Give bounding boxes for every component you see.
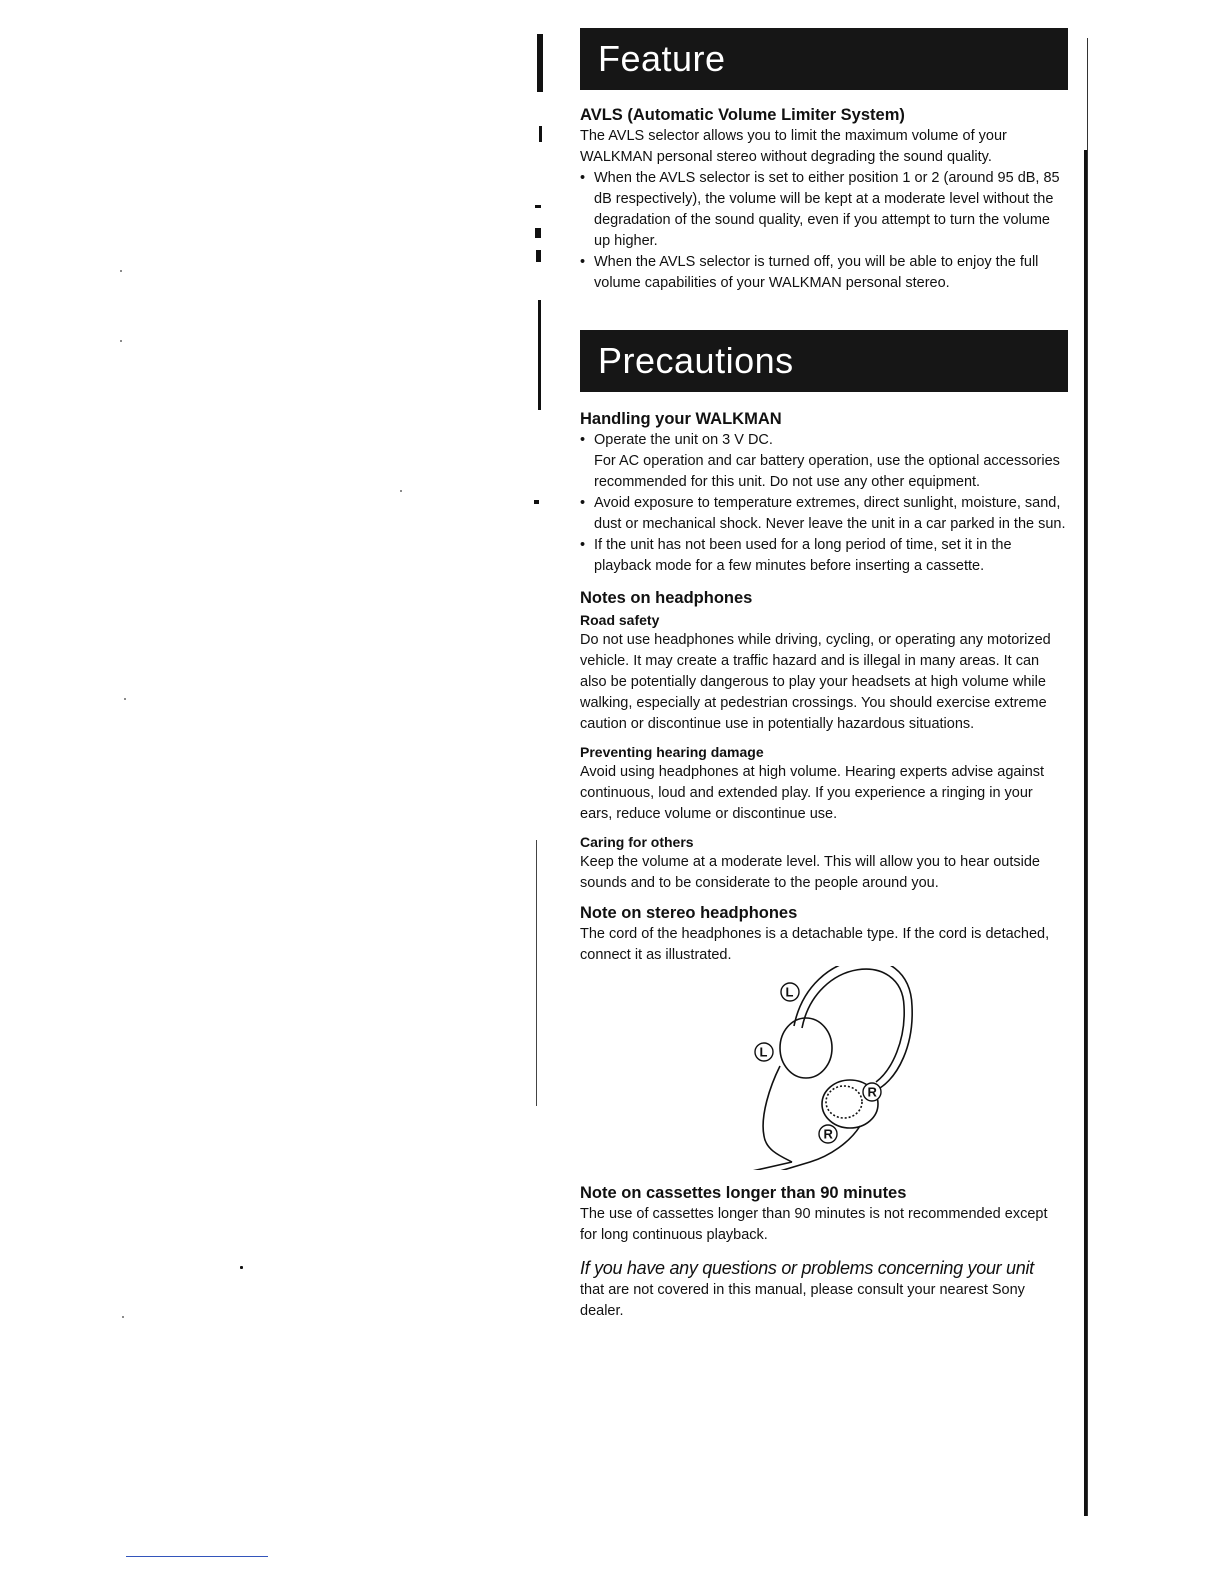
cassette-heading: Note on cassettes longer than 90 minutes: [580, 1184, 907, 1202]
feature-banner: Feature: [580, 28, 1068, 90]
page-edge-rule: [1087, 38, 1088, 1516]
content-column: [580, 28, 1068, 1322]
caring-text: Keep the volume at a moderate level. This will allow you to hear outside sounds and to be considerate to the people around you.: [580, 854, 1040, 891]
road-safety-text: Do not use headphones while driving, cycling, or operating any motorized vehicle. It may create a traffic hazard and is illegal in many areas. It can also be potentially dangerous to play your headsets at high volume while walking, especially at pedestrian crossings. You should exercise extreme caution or discontinue use in potentially hazardous situations.: [580, 632, 1051, 732]
hearing-heading: Preventing hearing damage: [580, 744, 764, 760]
binding-mark: [539, 126, 542, 142]
scan-dot: [124, 698, 126, 700]
avls-heading: AVLS (Automatic Volume Limiter System): [580, 106, 905, 124]
binding-mark: [535, 228, 541, 238]
binding-mark: [536, 840, 537, 1106]
hearing-text: Avoid using headphones at high volume. Hearing experts advise against continuous, loud and extended play. If you experience a ringing in your ears, reduce volume or discontinue use.: [580, 764, 1045, 822]
caring-heading: Caring for others: [580, 834, 694, 850]
cassette-text: The use of cassettes longer than 90 minutes is not recommended except for long continuous playback.: [580, 1206, 1048, 1243]
handling-note: For AC operation and car battery operation, use the optional accessories recommended for this unit. Do not use any other equipment.: [594, 453, 1060, 490]
avls-intro: The AVLS selector allows you to limit the maximum volume of your WALKMAN personal stereo without degrading the sound quality.: [580, 128, 1007, 165]
handling-heading: Handling your WALKMAN: [580, 410, 782, 428]
binding-mark: [535, 205, 541, 208]
scan-dot: [120, 270, 122, 272]
binding-mark: [534, 500, 539, 504]
questions-heading: If you have any questions or problems concerning your unit: [580, 1258, 1034, 1278]
road-safety-heading: Road safety: [580, 612, 660, 628]
footer-underline: [126, 1556, 268, 1557]
binding-mark: [537, 34, 543, 92]
scan-dot: [400, 490, 402, 492]
stereo-heading: Note on stereo headphones: [580, 904, 798, 922]
scan-dot: [122, 1316, 124, 1318]
headphones-heading: Notes on headphones: [580, 589, 753, 607]
list-item: [580, 430, 1068, 493]
precautions-section: [580, 408, 1068, 1322]
scan-dot: [120, 340, 122, 342]
handling-bullet-list: [580, 430, 1068, 577]
scan-dot: [240, 1266, 243, 1269]
binding-mark: [536, 250, 541, 262]
handling-bullet-text: Operate the unit on 3 V DC.: [594, 432, 773, 448]
stereo-text: The cord of the headphones is a detachable type. If the cord is detached, connect it as illustrated.: [580, 926, 1050, 963]
page-edge-rule-thick: [1084, 150, 1087, 1516]
questions-text: that are not covered in this manual, please consult your nearest Sony dealer.: [580, 1282, 1025, 1319]
left-label-1: L: [785, 984, 794, 1000]
binding-mark: [538, 300, 541, 410]
headphones-drawing: [580, 966, 1068, 1170]
headphones-illustration: [580, 966, 1068, 1170]
precautions-banner: Precautions: [580, 330, 1068, 392]
list-item: • Avoid exposure to temperature extremes, direct sunlight, moisture, sand, dust or mechanical shock. Never leave the unit in a car parked in the sun.: [580, 493, 1068, 535]
feature-section: [580, 104, 1068, 294]
right-label-2: R: [823, 1126, 833, 1142]
list-item: • When the AVLS selector is set to either position 1 or 2 (around 95 dB, 85 dB respectively), the volume will be kept at a moderate level without the degradation of the sound quality, even if you attempt to turn the volume up higher.: [580, 168, 1068, 252]
right-label-1: R: [867, 1084, 877, 1100]
list-item: • When the AVLS selector is turned off, you will be able to enjoy the full volume capabilities of your WALKMAN personal stereo.: [580, 252, 1068, 294]
list-item: • If the unit has not been used for a long period of time, set it in the playback mode for a few minutes before inserting a cassette.: [580, 535, 1068, 577]
avls-bullet-list: [580, 168, 1068, 294]
left-label-2: L: [759, 1044, 768, 1060]
